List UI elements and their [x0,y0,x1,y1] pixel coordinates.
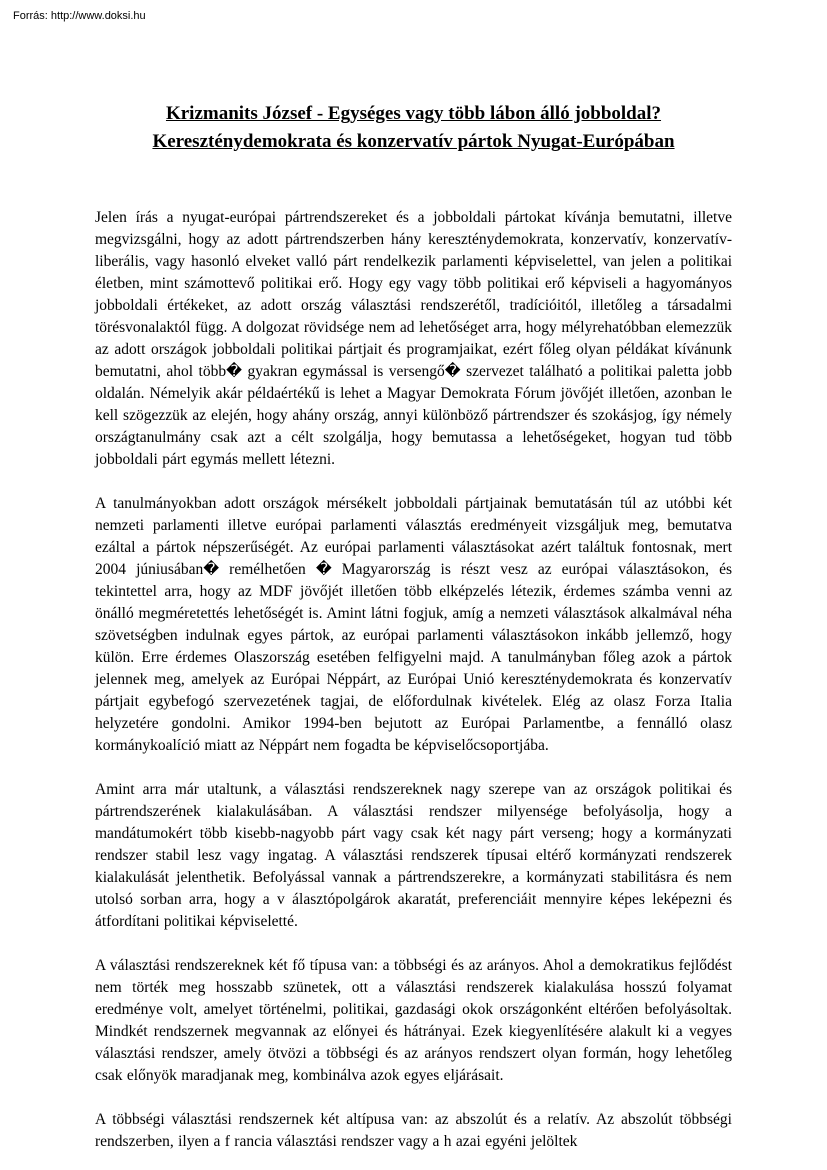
paragraph-4: A választási rendszereknek két fő típusa van: a többségi és az arányos. Ahol a demokratikus fejlődést nem törték meg hosszabb szünetek, ott a választási rendszerek kialakulása hosszú folyamat eredménye volt, amelyet történelmi, politikai, gazdasági okok országonként eltérően befolyásoltak. Mindkét rendszernek megvannak az előnyei és hátrányai. Ezek kiegyenlítésére alakult ki a vegyes választási rendszer, amely ötvözi a többségi és az arányos rendszert olyan formán, hogy lehetőleg csak előnyök maradjanak meg, kombinálva azok egyes eljárásait. [95,957,732,1085]
paragraph-5: A többségi választási rendszernek két altípusa van: az abszolút és a relatív. Az abszolút többségi rendszerben, ilyen a f rancia választási rendszer vagy a h azai egyéni jelöltek [95,1111,732,1151]
document-title-line2: Kereszténydemokrata és konzervatív pártok Nyugat-Európában [152,130,675,152]
paragraph-1: Jelen írás a nyugat-európai pártrendszereket és a jobboldali pártokat kívánja bemutatni, illetve megvizsgálni, hogy az adott pártrendszerben hány kereszténydemokrata, konzervatív, konzervatív-liberális, vagy hasonló elveket valló párt rendelkezik parlamenti képviselettel, van jelen a politikai életben, mint számottevő politikai erő. Hogy egy vagy több politikai erő képviseli a hagyományos jobboldali értékeket, az adott ország választási rendszerétől, tradícióitól, illetőleg a társadalmi törésvonalaktól függ. A dolgozat rövidsége nem ad lehetőséget arra, hogy mélyrehatóbban elemezzük az adott országok jobboldali politikai pártjait és programjaikat, ezért főleg olyan példákat kívánunk bemutatni, ahol több� gyakran egymással is versengő� szervezet található a politikai paletta jobb oldalán. Némelyik akár példaértékű is lehet a Magyar Demokrata Fórum jövőjét illetően, azonban le kell szögezzük az elején, hogy ahány ország, annyi különböző pártrendszer és szokásjog, így némely országtanulmány csak azt a célt szolgálja, hogy bemutassa a lehetőségeket, hogyan tud több jobboldali párt egymás mellett létezni. [95,209,732,469]
document-title [95,100,732,155]
paragraph-2: A tanulmányokban adott országok mérsékelt jobboldali pártjainak bemutatásán túl az utóbbi két nemzeti parlamenti illetve európai parlamenti választás eredményeit vizsgáljuk meg, bemutatva ezáltal a pártok népszerűségét. Az európai parlamenti választásokat azért találtuk fontosnak, mert 2004 júniusában� remélhetően � Magyarország is részt vesz az európai választásokon, és tekintettel arra, hogy az MDF jövőjét illetően több elképzelés létezik, érdemes számba venni az önálló megméretettés lehetőségét is. Amint látni fogjuk, amíg a nemzeti választások alkalmával néha szövetségben indulnak egyes pártok, az európai parlamenti választásokon inkább jellemző, hogy külön. Erre érdemes Olaszország esetében felfigyelni majd. A tanulmányban főleg azok a pártok jelennek meg, amelyek az Európai Néppárt, az Európai Unió kereszténydemokrata és konzervatív pártjait egybefogó szervezetének tagjai, de előfordulnak kivételek. Elég az olasz Forza Italia helyzetére gondolni. Amikor 1994-ben bejutott az Európai Parlamentbe, a fennálló olasz kormánykoalíció miatt az Néppárt nem fogadta be képviselőcsoportjába. [95,495,732,755]
paragraph-3: Amint arra már utaltunk, a választási rendszereknek nagy szerepe van az országok politikai és pártrendszerének kialakulásában. A választási rendszer milyensége befolyásolja, hogy a mandátumokért több kisebb-nagyobb párt vagy csak két nagy párt verseng; hogy a kormányzati rendszer stabil lesz vagy ingatag. A választási rendszerek típusai eltérő kormányzati rendszerek kialakulását jelenthetik. Befolyással vannak a pártrendszerekre, a kormányzati stabilitásra és nem utolsó sorban arra, hogy a v álasztópolgárok akaratát, preferenciáit mennyire képes leképezni és átfordítani politikai képviseletté. [95,781,732,931]
document-title-line1: Krizmanits József - Egységes vagy több lábon álló jobboldal? [165,103,662,124]
document-body [95,207,732,1153]
source-url: Forrás: http://www.doksi.hu [13,10,146,22]
